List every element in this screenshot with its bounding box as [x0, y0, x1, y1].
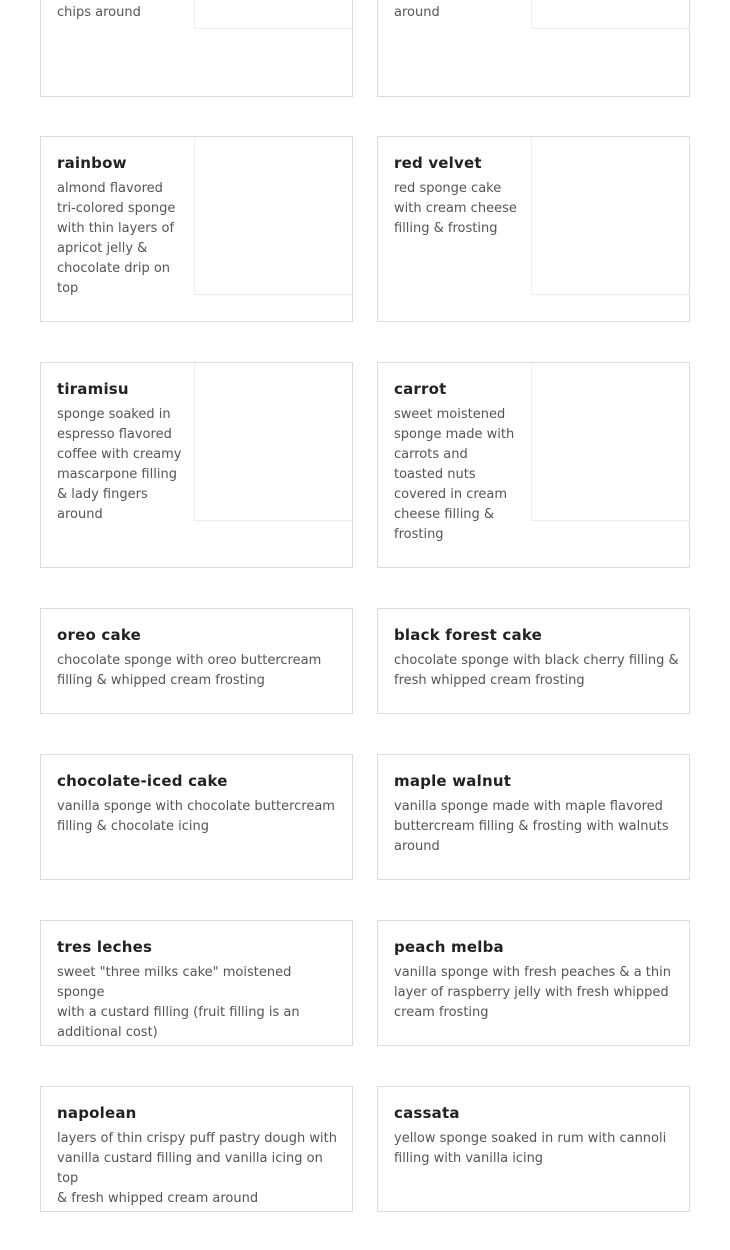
cake-description: chocolate sponge with oreo buttercream filling & whipped cream frosting [57, 653, 322, 688]
cake-card[interactable] [377, 136, 690, 322]
cake-description: yellow sponge soaked in rum with cannoli filling with vanilla icing [394, 1131, 667, 1166]
cake-description: red sponge cake with cream cheese filling & frosting [394, 181, 517, 236]
cake-description: vanilla sponge with chocolate buttercream filling & chocolate icing [57, 799, 335, 834]
cake-card[interactable] [377, 754, 690, 880]
cake-card[interactable] [40, 362, 353, 568]
cake-title: tres leches [57, 938, 153, 956]
cake-title: cassata [394, 1104, 460, 1122]
cake-title: napolean [57, 1104, 137, 1122]
cake-image-placeholder [194, 363, 352, 521]
cake-title: black forest cake [394, 626, 542, 644]
cake-card[interactable] [40, 0, 353, 97]
cake-card[interactable] [377, 0, 690, 97]
cake-title: oreo cake [57, 626, 141, 644]
cake-card[interactable] [40, 920, 353, 1046]
cake-image-placeholder [531, 0, 689, 29]
cake-image-placeholder [531, 363, 689, 521]
cake-title: red velvet [394, 154, 482, 172]
cake-card[interactable] [377, 608, 690, 714]
cake-description: vanilla sponge with fresh peaches & a thin layer of raspberry jelly with fresh whipped cream frosting [394, 965, 671, 1020]
cake-title: tiramisu [57, 380, 129, 398]
cake-card[interactable] [377, 362, 690, 568]
cake-description: sweet "three milks cake" moistened sponge with a custard filling (fruit filling is an additional cost) [57, 965, 300, 1040]
cake-description: almond flavored tri-colored sponge with thin layers of apricot jelly & chocolate drip on top [57, 181, 176, 296]
cake-image-placeholder [531, 137, 689, 295]
cake-card[interactable] [40, 754, 353, 880]
cake-card[interactable] [377, 1086, 690, 1212]
cake-title: chocolate-iced cake [57, 772, 228, 790]
cake-description: vanilla sponge made with maple flavored buttercream filling & frosting with walnuts around [394, 799, 669, 854]
cake-card[interactable] [377, 920, 690, 1046]
cake-description: around [394, 5, 440, 20]
cake-card[interactable] [40, 1086, 353, 1212]
cake-description: sweet moistened sponge made with carrots and toasted nuts covered in cream cheese filling & frosting [394, 407, 515, 542]
cake-image-placeholder [194, 137, 352, 295]
cake-description: chocolate sponge with black cherry filling & fresh whipped cream frosting [394, 653, 679, 688]
cake-card[interactable] [40, 136, 353, 322]
cake-title: maple walnut [394, 772, 512, 790]
cake-description: sponge soaked in espresso flavored coffee with creamy mascarpone filling & lady fingers around [57, 407, 182, 522]
cake-card[interactable] [40, 608, 353, 714]
cake-title: peach melba [394, 938, 504, 956]
cake-description: chips around [57, 5, 141, 20]
cake-title: rainbow [57, 154, 127, 172]
cake-image-placeholder [194, 0, 352, 29]
cake-description: layers of thin crispy puff pastry dough with vanilla custard filling and vanilla icing on top & fresh whipped cream around [57, 1131, 337, 1206]
cake-title: carrot [394, 380, 447, 398]
